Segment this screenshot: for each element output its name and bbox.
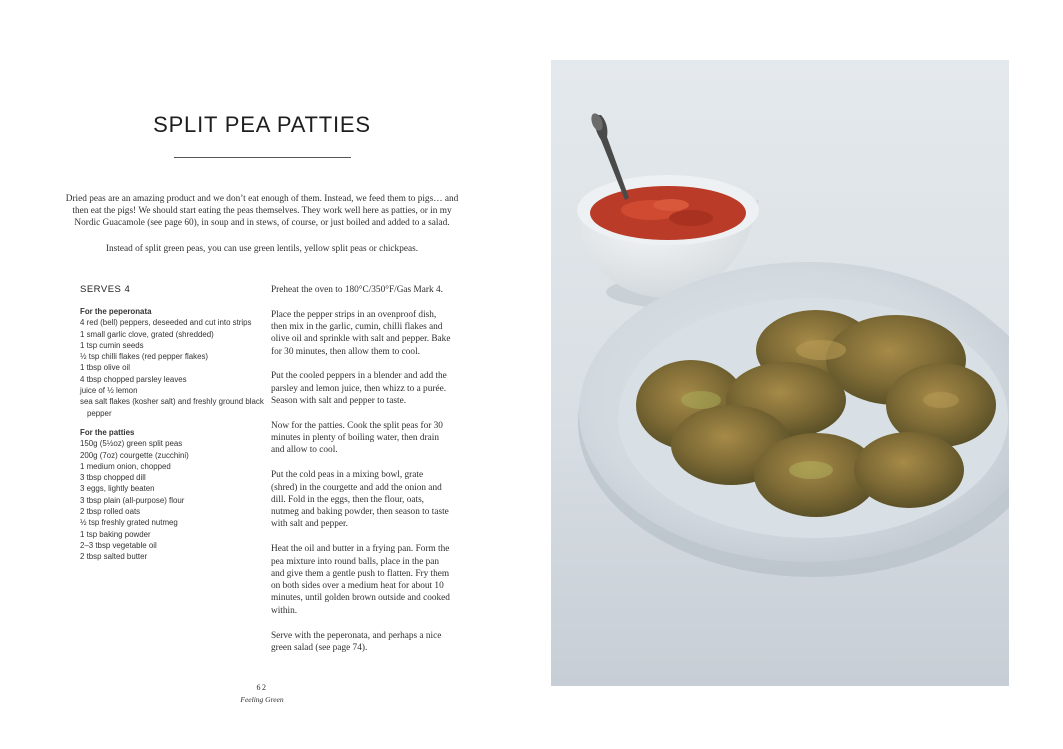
ingredient-item: ½ tsp freshly grated nutmeg: [80, 518, 178, 528]
intro-variation-note: Instead of split green peas, you can use green lentils, yellow split peas or chickpeas.: [105, 243, 419, 254]
ingredient-group-peperonata: [80, 306, 265, 419]
page-number: 62: [256, 683, 268, 692]
ingredient-item: 3 tbsp chopped dill: [80, 473, 146, 483]
ingredient-list: [80, 317, 265, 419]
method-step: Serve with the peperonata, and perhaps a nice green salad (see page 74).: [271, 630, 442, 653]
serves-heading: SERVES 4: [80, 284, 131, 295]
method-step: Preheat the oven to 180°C/350°F/Gas Mark 4.: [271, 285, 443, 295]
method-step: Heat the oil and butter in a frying pan. Form the pea mixture into round balls, place in the pan and give them a gentle push to flatten. Fry them on both sides over a medium heat for about 10 minutes, until golden brown outside and cooked within.: [271, 544, 450, 616]
intro-paragraph: Dried peas are an amazing product and we don’t eat enough of them. Instead, we feed them to pigs… and then eat the pigs! We should start eating the peas themselves. They work well here as patties, or in my Nordic Guacamole (see page 60), in soup and in stews, of course, or just boiled and added to a salad.: [65, 194, 459, 229]
method-step: Now for the patties. Cook the split peas for 30 minutes in plenty of boiling water, then drain and allow to cool.: [271, 420, 443, 456]
method-step: Put the cold peas in a mixing bowl, grate (shred) in the courgette and add the onion and dill. Fold in the eggs, then the flour, oats, nutmeg and baking powder, then season to taste with salt and pepper.: [271, 470, 449, 530]
ingredient-item: 3 eggs, lightly beaten: [80, 484, 155, 494]
method-step: Put the cooled peppers in a blender and add the parsley and lemon juice, then whizz to a purée. Season with salt and pepper to taste.: [271, 371, 447, 407]
recipe-intro: [64, 193, 460, 255]
section-name: Feeling Green: [240, 695, 284, 704]
ingredient-item: 4 red (bell) peppers, deseeded and cut into strips: [80, 318, 252, 328]
recipe-title: SPLIT PEA PATTIES: [153, 112, 371, 137]
ingredient-item: 1 medium onion, chopped: [80, 461, 171, 471]
ingredient-item: 3 tbsp plain (all-purpose) flour: [80, 495, 185, 505]
title-divider: [174, 157, 351, 158]
ingredient-group-title: For the peperonata: [80, 307, 152, 316]
ingredients-column: [80, 306, 265, 563]
ingredient-item: 1 small garlic clove, grated (shredded): [80, 329, 214, 339]
ingredient-item: juice of ½ lemon: [80, 386, 138, 396]
ingredient-item: 1 tsp baking powder: [80, 529, 151, 539]
recipe-page: [0, 0, 530, 749]
ingredient-item: 150g (5½oz) green split peas: [80, 439, 183, 449]
method-column: [271, 284, 451, 667]
ingredient-item: 200g (7oz) courgette (zucchini): [80, 450, 189, 460]
method-step: Place the pepper strips in an ovenproof dish, then mix in the garlic, cumin, chilli flakes and olive oil and sprinkle with salt and pepper. Bake for 30 minutes, then allow them to cool.: [271, 309, 451, 357]
ingredient-item: sea salt flakes (kosher salt) and freshly ground black pepper: [80, 397, 264, 418]
ingredient-item: 2–3 tbsp vegetable oil: [80, 540, 157, 550]
ingredient-item: 2 tbsp rolled oats: [80, 507, 141, 517]
ingredient-list: [80, 438, 265, 562]
ingredient-item: 4 tbsp chopped parsley leaves: [80, 374, 187, 384]
food-photo: [551, 60, 1009, 686]
ingredient-item: 1 tbsp olive oil: [80, 363, 131, 373]
ingredient-item: 1 tsp cumin seeds: [80, 340, 144, 350]
ingredient-group-title: For the patties: [80, 427, 135, 437]
ingredient-item: ½ tsp chilli flakes (red pepper flakes): [80, 352, 209, 362]
ingredient-item: 2 tbsp salted butter: [80, 552, 148, 562]
ingredient-group-patties: [80, 427, 265, 563]
